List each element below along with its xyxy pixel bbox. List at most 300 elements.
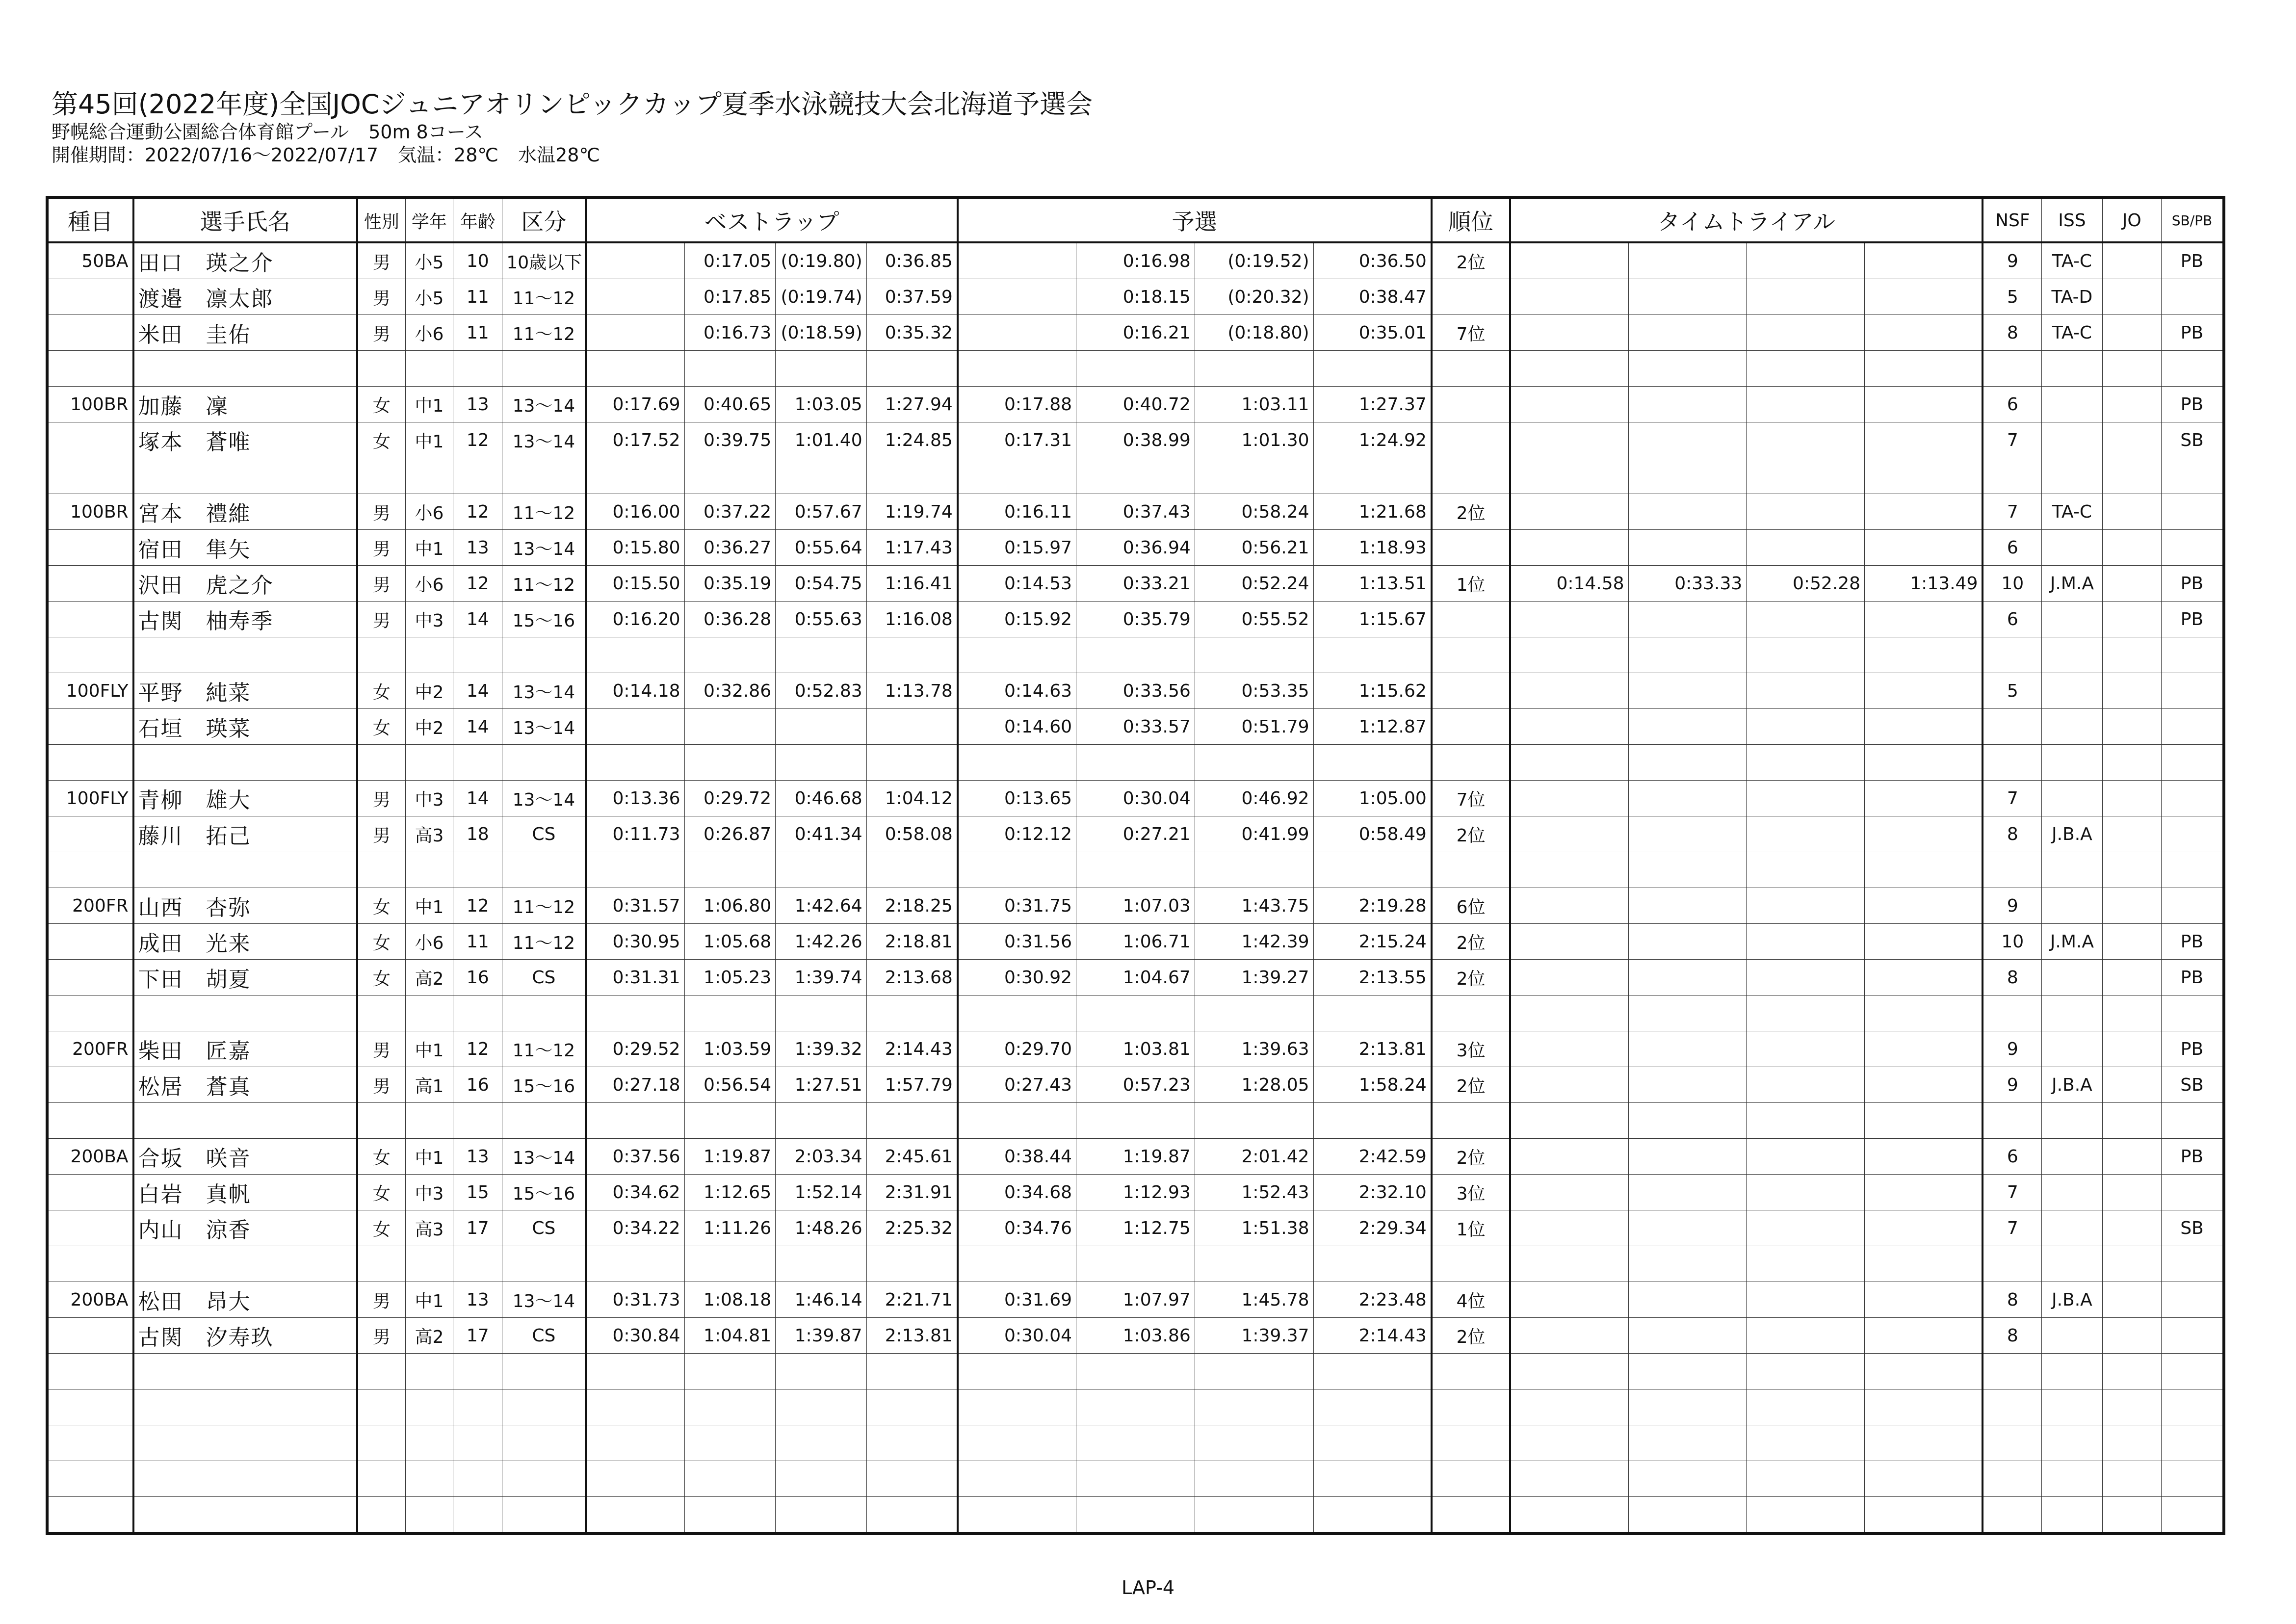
rank-cell: 3位 xyxy=(1432,1175,1511,1210)
iss-cell xyxy=(2042,1318,2102,1354)
time-trial-split-cell xyxy=(1510,458,1628,494)
table-row xyxy=(47,242,2224,279)
rank-cell xyxy=(1432,1246,1511,1282)
time-trial-split-cell xyxy=(1510,1389,1628,1425)
prelim-split-cell xyxy=(1076,458,1195,494)
swimmer-name-cell: 塚本 蒼唯 xyxy=(133,422,357,458)
event-cell xyxy=(47,279,133,315)
time-trial-split-cell xyxy=(1865,995,1983,1031)
iss-cell xyxy=(2042,602,2102,637)
division-cell: 15〜16 xyxy=(502,1067,586,1103)
nsf-cell: 6 xyxy=(1983,387,2041,422)
time-trial-split-cell xyxy=(1628,1246,1747,1282)
best-lap-split-cell xyxy=(684,1354,776,1389)
rank-cell: 2位 xyxy=(1432,1139,1511,1175)
grade-cell xyxy=(405,1461,453,1497)
prelim-split-cell xyxy=(1313,1389,1432,1425)
prelim-split-cell: 0:31.69 xyxy=(958,1282,1076,1318)
sbpb-cell xyxy=(2161,494,2224,530)
time-trial-split-cell xyxy=(1510,494,1628,530)
swimmer-name-cell: 田口 瑛之介 xyxy=(133,242,357,279)
time-trial-split-cell xyxy=(1510,1031,1628,1067)
prelim-split-cell xyxy=(958,242,1076,279)
prelim-split-cell xyxy=(1195,1389,1313,1425)
prelim-split-cell: 1:06.71 xyxy=(1076,924,1195,960)
time-trial-split-cell xyxy=(1510,781,1628,816)
rank-cell xyxy=(1432,387,1511,422)
iss-cell xyxy=(2042,960,2102,995)
division-cell: 13〜14 xyxy=(502,781,586,816)
blank-row xyxy=(47,1103,2224,1139)
iss-cell: J.B.A xyxy=(2042,1282,2102,1318)
time-trial-split-cell xyxy=(1510,530,1628,566)
event-cell xyxy=(47,1067,133,1103)
jo-cell xyxy=(2102,745,2161,781)
best-lap-split-cell: 1:06.80 xyxy=(684,888,776,924)
time-trial-split-cell xyxy=(1865,1354,1983,1389)
sex-cell: 男 xyxy=(357,602,405,637)
col-grade: 学年 xyxy=(405,198,453,242)
sbpb-cell xyxy=(2161,1389,2224,1425)
prelim-split-cell: 0:55.52 xyxy=(1195,602,1313,637)
prelim-split-cell xyxy=(958,351,1076,387)
time-trial-split-cell xyxy=(1628,1282,1747,1318)
prelim-split-cell: 1:05.00 xyxy=(1313,781,1432,816)
time-trial-split-cell xyxy=(1865,602,1983,637)
prelim-split-cell xyxy=(1313,852,1432,888)
division-cell: 13〜14 xyxy=(502,673,586,709)
results-table xyxy=(46,196,2225,1535)
best-lap-split-cell xyxy=(586,637,684,673)
page-footer: LAP-4 xyxy=(1121,1577,1174,1598)
prelim-split-cell xyxy=(1195,351,1313,387)
rank-cell: 2位 xyxy=(1432,960,1511,995)
prelim-split-cell: 1:27.37 xyxy=(1313,387,1432,422)
prelim-split-cell: 0:52.24 xyxy=(1195,566,1313,602)
jo-cell xyxy=(2102,387,2161,422)
time-trial-split-cell xyxy=(1747,1282,1865,1318)
results-body xyxy=(47,242,2224,1534)
sbpb-cell: SB xyxy=(2161,422,2224,458)
nsf-cell: 8 xyxy=(1983,1282,2041,1318)
prelim-split-cell xyxy=(1076,1246,1195,1282)
grade-cell: 小6 xyxy=(405,494,453,530)
time-trial-split-cell xyxy=(1865,924,1983,960)
age-cell xyxy=(453,1103,502,1139)
event-cell xyxy=(47,422,133,458)
sbpb-cell xyxy=(2161,995,2224,1031)
best-lap-split-cell: 1:04.81 xyxy=(684,1318,776,1354)
jo-cell xyxy=(2102,602,2161,637)
swimmer-name-cell xyxy=(133,1389,357,1425)
blank-row xyxy=(47,1246,2224,1282)
time-trial-split-cell xyxy=(1747,422,1865,458)
time-trial-split-cell xyxy=(1747,1497,1865,1534)
time-trial-split-cell xyxy=(1865,530,1983,566)
prelim-split-cell: (0:18.80) xyxy=(1195,315,1313,351)
time-trial-split-cell xyxy=(1865,1031,1983,1067)
jo-cell xyxy=(2102,816,2161,852)
division-cell: 15〜16 xyxy=(502,1175,586,1210)
sbpb-cell xyxy=(2161,1246,2224,1282)
time-trial-split-cell xyxy=(1747,1103,1865,1139)
division-cell: CS xyxy=(502,816,586,852)
prelim-split-cell: 1:01.30 xyxy=(1195,422,1313,458)
time-trial-split-cell xyxy=(1865,1461,1983,1497)
prelim-split-cell: 1:52.43 xyxy=(1195,1175,1313,1210)
prelim-split-cell: 1:39.63 xyxy=(1195,1031,1313,1067)
swimmer-name-cell: 松田 昂大 xyxy=(133,1282,357,1318)
event-cell xyxy=(47,1175,133,1210)
division-cell xyxy=(502,458,586,494)
rank-cell: 2位 xyxy=(1432,924,1511,960)
best-lap-split-cell: 0:14.18 xyxy=(586,673,684,709)
swimmer-name-cell xyxy=(133,1246,357,1282)
iss-cell xyxy=(2042,1354,2102,1389)
time-trial-split-cell xyxy=(1628,387,1747,422)
time-trial-split-cell: 0:14.58 xyxy=(1510,566,1628,602)
grade-cell: 中1 xyxy=(405,1031,453,1067)
time-trial-split-cell xyxy=(1747,1067,1865,1103)
prelim-split-cell: 1:03.81 xyxy=(1076,1031,1195,1067)
blank-row xyxy=(47,1497,2224,1534)
time-trial-split-cell xyxy=(1747,242,1865,279)
best-lap-split-cell xyxy=(684,637,776,673)
time-trial-split-cell xyxy=(1747,1139,1865,1175)
swimmer-name-cell: 藤川 拓己 xyxy=(133,816,357,852)
sbpb-cell xyxy=(2161,709,2224,745)
best-lap-split-cell xyxy=(776,709,867,745)
swimmer-name-cell: 松居 蒼真 xyxy=(133,1067,357,1103)
age-cell: 12 xyxy=(453,1031,502,1067)
time-trial-split-cell xyxy=(1510,315,1628,351)
prelim-split-cell xyxy=(958,1461,1076,1497)
sex-cell xyxy=(357,1246,405,1282)
jo-cell xyxy=(2102,781,2161,816)
best-lap-split-cell xyxy=(776,1425,867,1461)
best-lap-split-cell xyxy=(866,1246,958,1282)
age-cell: 11 xyxy=(453,315,502,351)
time-trial-split-cell xyxy=(1865,1067,1983,1103)
prelim-split-cell xyxy=(1076,852,1195,888)
age-cell xyxy=(453,1497,502,1534)
division-cell: 13〜14 xyxy=(502,422,586,458)
best-lap-split-cell xyxy=(586,1425,684,1461)
age-cell: 12 xyxy=(453,888,502,924)
time-trial-split-cell xyxy=(1510,637,1628,673)
grade-cell: 中1 xyxy=(405,387,453,422)
age-cell: 16 xyxy=(453,960,502,995)
best-lap-split-cell: 2:13.81 xyxy=(866,1318,958,1354)
best-lap-split-cell xyxy=(866,1497,958,1534)
conditions-line xyxy=(52,146,620,164)
sbpb-cell xyxy=(2161,673,2224,709)
sbpb-cell: PB xyxy=(2161,1139,2224,1175)
best-lap-split-cell: 1:39.32 xyxy=(776,1031,867,1067)
best-lap-split-cell: 0:56.54 xyxy=(684,1067,776,1103)
iss-cell: J.B.A xyxy=(2042,816,2102,852)
best-lap-split-cell: 1:17.43 xyxy=(866,530,958,566)
sex-cell xyxy=(357,351,405,387)
time-trial-split-cell xyxy=(1747,781,1865,816)
prelim-split-cell xyxy=(1076,1354,1195,1389)
prelim-split-cell: 0:30.04 xyxy=(958,1318,1076,1354)
best-lap-split-cell: 0:36.27 xyxy=(684,530,776,566)
division-cell xyxy=(502,1246,586,1282)
best-lap-split-cell: 1:01.40 xyxy=(776,422,867,458)
best-lap-split-cell: 1:13.78 xyxy=(866,673,958,709)
grade-cell: 中3 xyxy=(405,602,453,637)
time-trial-split-cell xyxy=(1865,351,1983,387)
division-cell xyxy=(502,852,586,888)
prelim-split-cell: 0:56.21 xyxy=(1195,530,1313,566)
nsf-cell xyxy=(1983,351,2041,387)
best-lap-split-cell: 0:26.87 xyxy=(684,816,776,852)
best-lap-split-cell: 0:17.69 xyxy=(586,387,684,422)
prelim-split-cell: 1:03.11 xyxy=(1195,387,1313,422)
time-trial-split-cell xyxy=(1865,1103,1983,1139)
sbpb-cell xyxy=(2161,1497,2224,1534)
iss-cell xyxy=(2042,995,2102,1031)
division-cell xyxy=(502,745,586,781)
time-trial-split-cell xyxy=(1510,1461,1628,1497)
nsf-cell xyxy=(1983,745,2041,781)
best-lap-split-cell xyxy=(866,745,958,781)
jo-cell xyxy=(2102,566,2161,602)
age-cell: 12 xyxy=(453,494,502,530)
time-trial-split-cell xyxy=(1628,530,1747,566)
division-cell: 11〜12 xyxy=(502,924,586,960)
iss-cell xyxy=(2042,422,2102,458)
nsf-cell: 8 xyxy=(1983,816,2041,852)
age-cell: 11 xyxy=(453,924,502,960)
time-trial-split-cell xyxy=(1628,816,1747,852)
prelim-split-cell: 0:34.76 xyxy=(958,1210,1076,1246)
sex-cell: 女 xyxy=(357,387,405,422)
iss-cell xyxy=(2042,1175,2102,1210)
prelim-split-cell xyxy=(958,745,1076,781)
event-cell xyxy=(47,1354,133,1389)
blank-row xyxy=(47,995,2224,1031)
prelim-split-cell: 0:12.12 xyxy=(958,816,1076,852)
time-trial-split-cell xyxy=(1628,1497,1747,1534)
event-cell: 200FR xyxy=(47,1031,133,1067)
grade-cell: 小5 xyxy=(405,242,453,279)
event-cell: 100BR xyxy=(47,387,133,422)
best-lap-split-cell: 1:08.18 xyxy=(684,1282,776,1318)
sex-cell: 男 xyxy=(357,494,405,530)
iss-cell xyxy=(2042,458,2102,494)
best-lap-split-cell: 1:16.08 xyxy=(866,602,958,637)
nsf-cell: 10 xyxy=(1983,924,2041,960)
nsf-cell: 7 xyxy=(1983,422,2041,458)
prelim-split-cell: 1:18.93 xyxy=(1313,530,1432,566)
jo-cell xyxy=(2102,242,2161,279)
age-cell xyxy=(453,995,502,1031)
jo-cell xyxy=(2102,888,2161,924)
best-lap-split-cell: 0:58.08 xyxy=(866,816,958,852)
time-trial-split-cell xyxy=(1510,602,1628,637)
prelim-split-cell: 0:38.47 xyxy=(1313,279,1432,315)
best-lap-split-cell: 1:11.26 xyxy=(684,1210,776,1246)
time-trial-split-cell: 1:13.49 xyxy=(1865,566,1983,602)
prelim-split-cell xyxy=(1313,1461,1432,1497)
grade-cell: 高2 xyxy=(405,960,453,995)
nsf-cell: 5 xyxy=(1983,673,2041,709)
grade-cell: 中1 xyxy=(405,530,453,566)
prelim-split-cell: 2:23.48 xyxy=(1313,1282,1432,1318)
jo-cell xyxy=(2102,1461,2161,1497)
time-trial-split-cell xyxy=(1628,995,1747,1031)
air-temp: 気温：28℃ xyxy=(398,144,499,166)
best-lap-split-cell: 0:36.85 xyxy=(866,242,958,279)
prelim-split-cell: 1:07.97 xyxy=(1076,1282,1195,1318)
prelim-split-cell: 1:39.27 xyxy=(1195,960,1313,995)
sbpb-cell: PB xyxy=(2161,315,2224,351)
rank-cell xyxy=(1432,995,1511,1031)
rank-cell: 2位 xyxy=(1432,494,1511,530)
time-trial-split-cell xyxy=(1747,995,1865,1031)
prelim-split-cell: 0:30.04 xyxy=(1076,781,1195,816)
iss-cell: TA-C xyxy=(2042,494,2102,530)
division-cell xyxy=(502,637,586,673)
prelim-split-cell: 1:12.87 xyxy=(1313,709,1432,745)
event-cell xyxy=(47,566,133,602)
swimmer-name-cell: 宮本 禮維 xyxy=(133,494,357,530)
grade-cell: 高2 xyxy=(405,1318,453,1354)
sbpb-cell xyxy=(2161,1425,2224,1461)
sex-cell xyxy=(357,1389,405,1425)
time-trial-split-cell xyxy=(1510,816,1628,852)
prelim-split-cell: 0:31.75 xyxy=(958,888,1076,924)
best-lap-split-cell: 1:05.23 xyxy=(684,960,776,995)
time-trial-split-cell xyxy=(1628,315,1747,351)
division-cell: 13〜14 xyxy=(502,387,586,422)
event-cell xyxy=(47,315,133,351)
time-trial-split-cell xyxy=(1628,458,1747,494)
course: 50m 8コース xyxy=(368,121,483,143)
prelim-split-cell xyxy=(1195,1497,1313,1534)
best-lap-split-cell: 0:30.84 xyxy=(586,1318,684,1354)
time-trial-split-cell xyxy=(1628,422,1747,458)
best-lap-split-cell: 1:04.12 xyxy=(866,781,958,816)
table-row xyxy=(47,1282,2224,1318)
time-trial-split-cell xyxy=(1865,1389,1983,1425)
age-cell: 14 xyxy=(453,709,502,745)
prelim-split-cell: 2:29.34 xyxy=(1313,1210,1432,1246)
jo-cell xyxy=(2102,1210,2161,1246)
sbpb-cell xyxy=(2161,637,2224,673)
prelim-split-cell: 1:28.05 xyxy=(1195,1067,1313,1103)
time-trial-split-cell xyxy=(1628,709,1747,745)
time-trial-split-cell xyxy=(1747,279,1865,315)
event-cell xyxy=(47,995,133,1031)
prelim-split-cell: 2:19.28 xyxy=(1313,888,1432,924)
best-lap-split-cell xyxy=(776,745,867,781)
iss-cell xyxy=(2042,1031,2102,1067)
best-lap-split-cell: 0:27.18 xyxy=(586,1067,684,1103)
event-cell: 200BA xyxy=(47,1282,133,1318)
sbpb-cell: PB xyxy=(2161,1031,2224,1067)
jo-cell xyxy=(2102,530,2161,566)
age-cell xyxy=(453,458,502,494)
event-cell: 200BA xyxy=(47,1139,133,1175)
prelim-split-cell: 0:17.31 xyxy=(958,422,1076,458)
prelim-split-cell xyxy=(958,995,1076,1031)
venue: 野幌総合運動公園総合体育館プール xyxy=(52,121,349,143)
best-lap-split-cell xyxy=(684,1425,776,1461)
best-lap-split-cell: 1:03.59 xyxy=(684,1031,776,1067)
nsf-cell: 8 xyxy=(1983,960,2041,995)
prelim-split-cell: 0:33.57 xyxy=(1076,709,1195,745)
time-trial-split-cell xyxy=(1510,924,1628,960)
age-cell: 12 xyxy=(453,422,502,458)
best-lap-split-cell xyxy=(776,458,867,494)
division-cell: 11〜12 xyxy=(502,566,586,602)
rank-cell xyxy=(1432,279,1511,315)
rank-cell: 4位 xyxy=(1432,1282,1511,1318)
jo-cell xyxy=(2102,422,2161,458)
sex-cell: 女 xyxy=(357,1139,405,1175)
jo-cell xyxy=(2102,1067,2161,1103)
prelim-split-cell xyxy=(1195,995,1313,1031)
prelim-split-cell: 1:03.86 xyxy=(1076,1318,1195,1354)
time-trial-split-cell xyxy=(1747,458,1865,494)
prelim-split-cell: 0:13.65 xyxy=(958,781,1076,816)
rank-cell: 7位 xyxy=(1432,781,1511,816)
rank-cell: 2位 xyxy=(1432,1067,1511,1103)
prelim-split-cell xyxy=(1313,637,1432,673)
best-lap-split-cell xyxy=(866,709,958,745)
prelim-split-cell xyxy=(1195,1461,1313,1497)
prelim-split-cell xyxy=(958,1354,1076,1389)
best-lap-split-cell xyxy=(684,709,776,745)
time-trial-split-cell xyxy=(1865,422,1983,458)
best-lap-split-cell xyxy=(684,458,776,494)
best-lap-split-cell xyxy=(866,1425,958,1461)
best-lap-split-cell: 0:55.64 xyxy=(776,530,867,566)
iss-cell: J.M.A xyxy=(2042,566,2102,602)
event-cell xyxy=(47,637,133,673)
age-cell: 13 xyxy=(453,1282,502,1318)
jo-cell xyxy=(2102,1282,2161,1318)
time-trial-split-cell xyxy=(1865,709,1983,745)
best-lap-split-cell xyxy=(866,1389,958,1425)
time-trial-split-cell xyxy=(1510,1246,1628,1282)
jo-cell xyxy=(2102,351,2161,387)
rank-cell: 7位 xyxy=(1432,315,1511,351)
best-lap-split-cell: 0:39.75 xyxy=(684,422,776,458)
time-trial-split-cell xyxy=(1510,422,1628,458)
prelim-split-cell xyxy=(1195,852,1313,888)
best-lap-split-cell: 0:13.36 xyxy=(586,781,684,816)
event-cell xyxy=(47,852,133,888)
best-lap-split-cell: 0:32.86 xyxy=(684,673,776,709)
jo-cell xyxy=(2102,494,2161,530)
sex-cell: 男 xyxy=(357,1067,405,1103)
best-lap-split-cell xyxy=(866,1354,958,1389)
nsf-cell xyxy=(1983,1389,2041,1425)
sex-cell: 男 xyxy=(357,315,405,351)
table-row xyxy=(47,1318,2224,1354)
grade-cell: 中2 xyxy=(405,673,453,709)
time-trial-split-cell xyxy=(1865,781,1983,816)
prelim-split-cell xyxy=(958,1103,1076,1139)
best-lap-split-cell: 0:16.73 xyxy=(684,315,776,351)
iss-cell xyxy=(2042,673,2102,709)
time-trial-split-cell xyxy=(1747,637,1865,673)
swimmer-name-cell: 石垣 瑛菜 xyxy=(133,709,357,745)
